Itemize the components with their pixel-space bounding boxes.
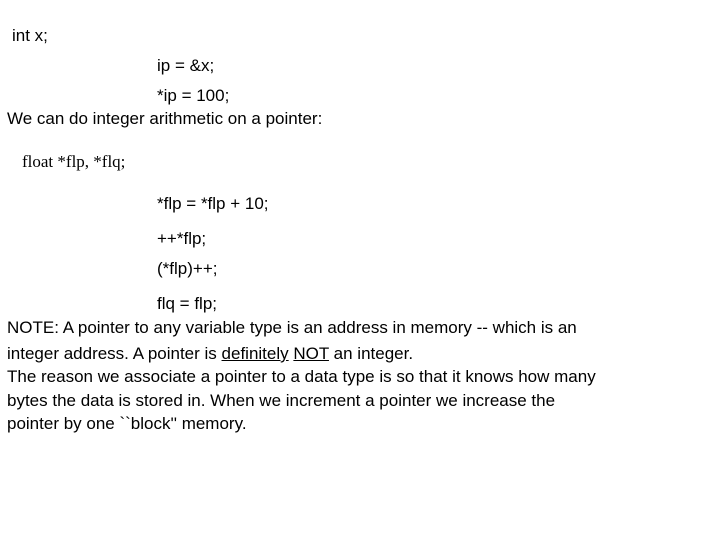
code-line-ip-deref: *ip = 100; <box>157 86 230 105</box>
paragraph-line-3: pointer by one ``block'' memory. <box>7 414 247 433</box>
code-line-int-x: int x; <box>12 26 48 45</box>
note-not: NOT <box>293 344 329 363</box>
code-line-post-increment: (*flp)++; <box>157 259 218 278</box>
note-definitely: definitely <box>221 344 289 363</box>
code-line-float-decl: float *flp, *flq; <box>22 152 126 171</box>
note-line-2-part-1: integer address. A pointer is <box>7 344 222 363</box>
paragraph-line-2: bytes the data is stored in. When we increment a pointer we increase the <box>7 391 556 410</box>
heading-line: We can do integer arithmetic on a pointer: <box>7 109 323 128</box>
note-line-1-rest: : A pointer to any variable type is an address in memory -- which is an <box>54 318 577 337</box>
code-line-pre-increment: ++*flp; <box>157 229 207 248</box>
note-line-2 <box>7 344 413 364</box>
note-label: NOTE <box>7 318 55 337</box>
code-line-flp-add: *flp = *flp + 10; <box>157 194 269 213</box>
paragraph-line-1: The reason we associate a pointer to a data type is so that it knows how many <box>7 367 596 386</box>
note-line-2-part-2: an integer. <box>328 344 414 363</box>
code-line-flq-assign: flq = flp; <box>157 294 218 313</box>
note-line-1 <box>7 318 577 338</box>
code-line-ip-assign: ip = &x; <box>157 56 215 75</box>
